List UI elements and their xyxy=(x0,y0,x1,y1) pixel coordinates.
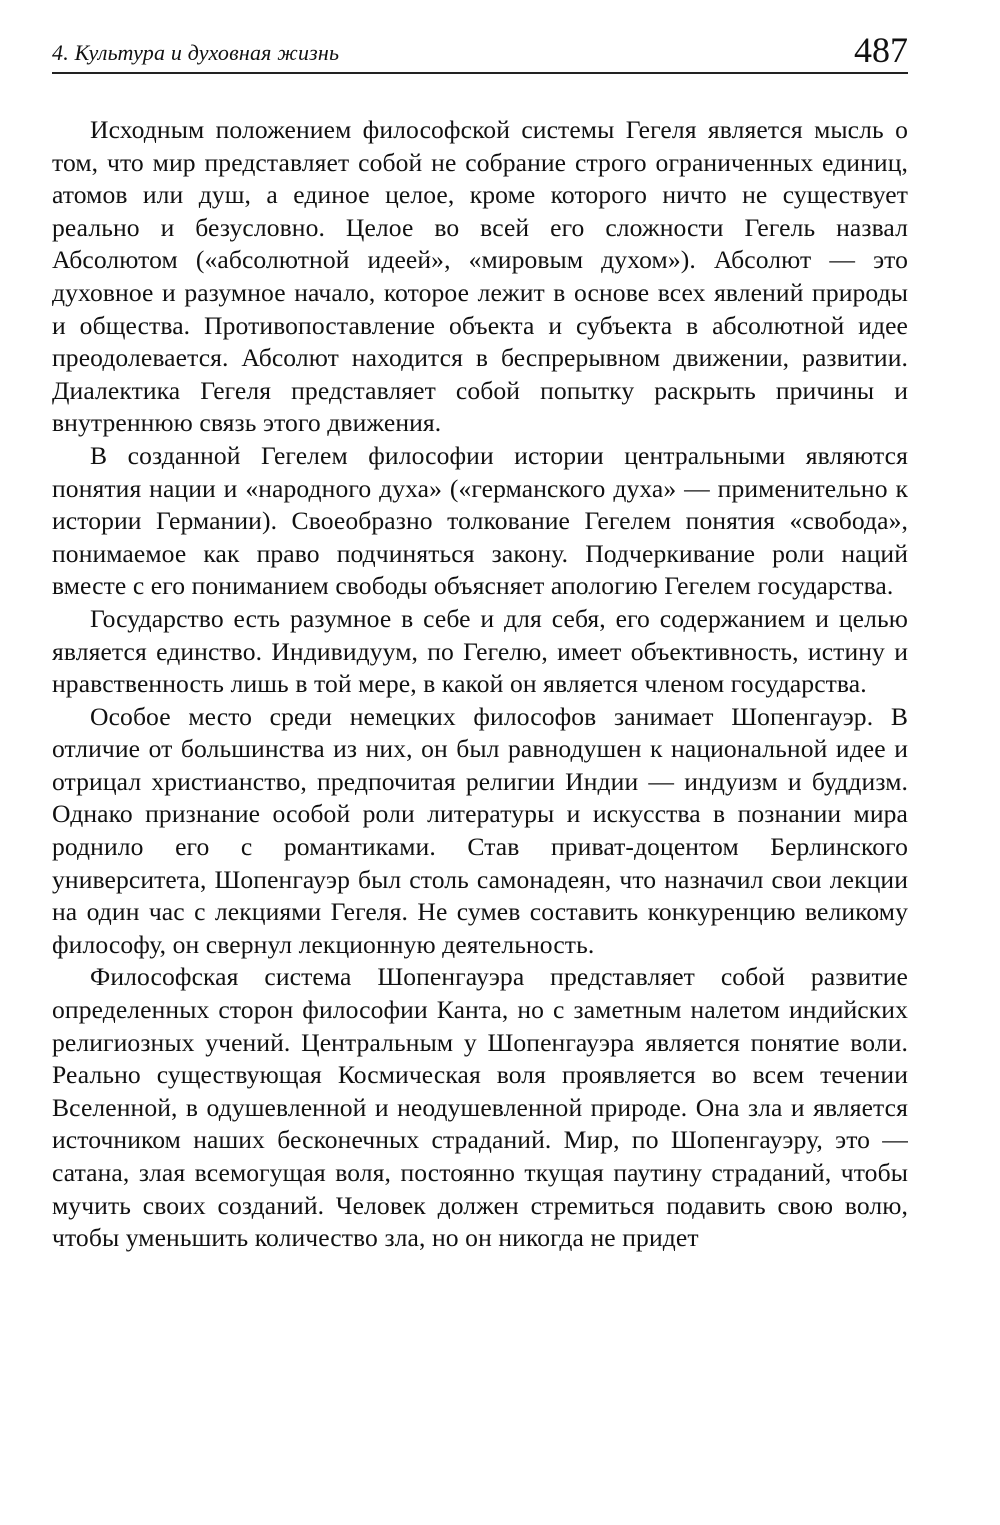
book-page xyxy=(52,28,908,1488)
paragraph: Исходным положением философской системы Гегеля является мысль о том, что мир представляет собой не собрание строго ограниченных единиц, атомов или душ, а единое целое, кроме которого ничто не существует реально и безусловно. Целое во всей его сложности Гегель назвал Абсолютом («абсолютной идеей», «мировым духом»). Абсолют — это духовное и разумное начало, которое лежит в основе всех явлений природы и общества. Противопоставление объекта и субъекта в абсолютной идее преодолевается. Абсолют находится в беспрерывном движении, развитии. Диалектика Гегеля представляет собой попытку раскрыть причины и внутреннюю связь этого движения. xyxy=(52,115,908,438)
paragraph: Государство есть разумное в себе и для себя, его содержанием и целью является единство. Индивидуум, по Гегелю, имеет объективность, истину и нравственность лишь в той мере, в какой он является членом государства. xyxy=(52,603,908,699)
paragraph: Философская система Шопенгауэра представляет собой развитие определенных сторон философии Канта, но с заметным налетом индийских религиозных учений. Центральным у Шопенгауэра является понятие воли. Реально существующая Космическая воля проявляется во всем течении Вселенной, в одушевленной и неодушевленной природе. Она зла и является источником наших бесконечных страданий. Мир, по Шопенгауэру, это — сатана, злая всемогущая воля, постоянно ткущая паутину страданий, чтобы мучить своих созданий. Человек должен стремиться подавить свою волю, чтобы уменьшить количество зла, но он никогда не придет xyxy=(52,962,908,1253)
page-number: 487 xyxy=(854,30,908,70)
paragraph: В созданной Гегелем философии истории центральными являются понятия нации и «народного духа» («германского духа» — применительно к истории Германии). Своеобразно толкование Гегелем понятия «свобода», понимаемое как право подчиняться закону. Подчеркивание роли наций вместе с его пониманием свободы объясняет апологию Гегелем государства. xyxy=(52,440,908,601)
paragraph: Особое место среди немецких философов занимает Шопенгауэр. В отличие от большинства из них, он был равнодушен к национальной идее и отрицал христианство, предпочитая религии Индии — индуизм и буддизм. Однако признание особой роли литературы и искусства в познании мира роднило его с романтиками. Став приват-доцентом Берлинского университета, Шопенгауэр был столь самонадеян, что назначил свои лекции на один час с лекциями Гегеля. Не сумев составить конкуренцию великому философу, он свернул лекционную деятельность. xyxy=(52,701,908,959)
running-header xyxy=(52,28,908,74)
body-text xyxy=(52,114,908,1255)
section-title: 4. Культура и духовная жизнь xyxy=(52,40,340,65)
